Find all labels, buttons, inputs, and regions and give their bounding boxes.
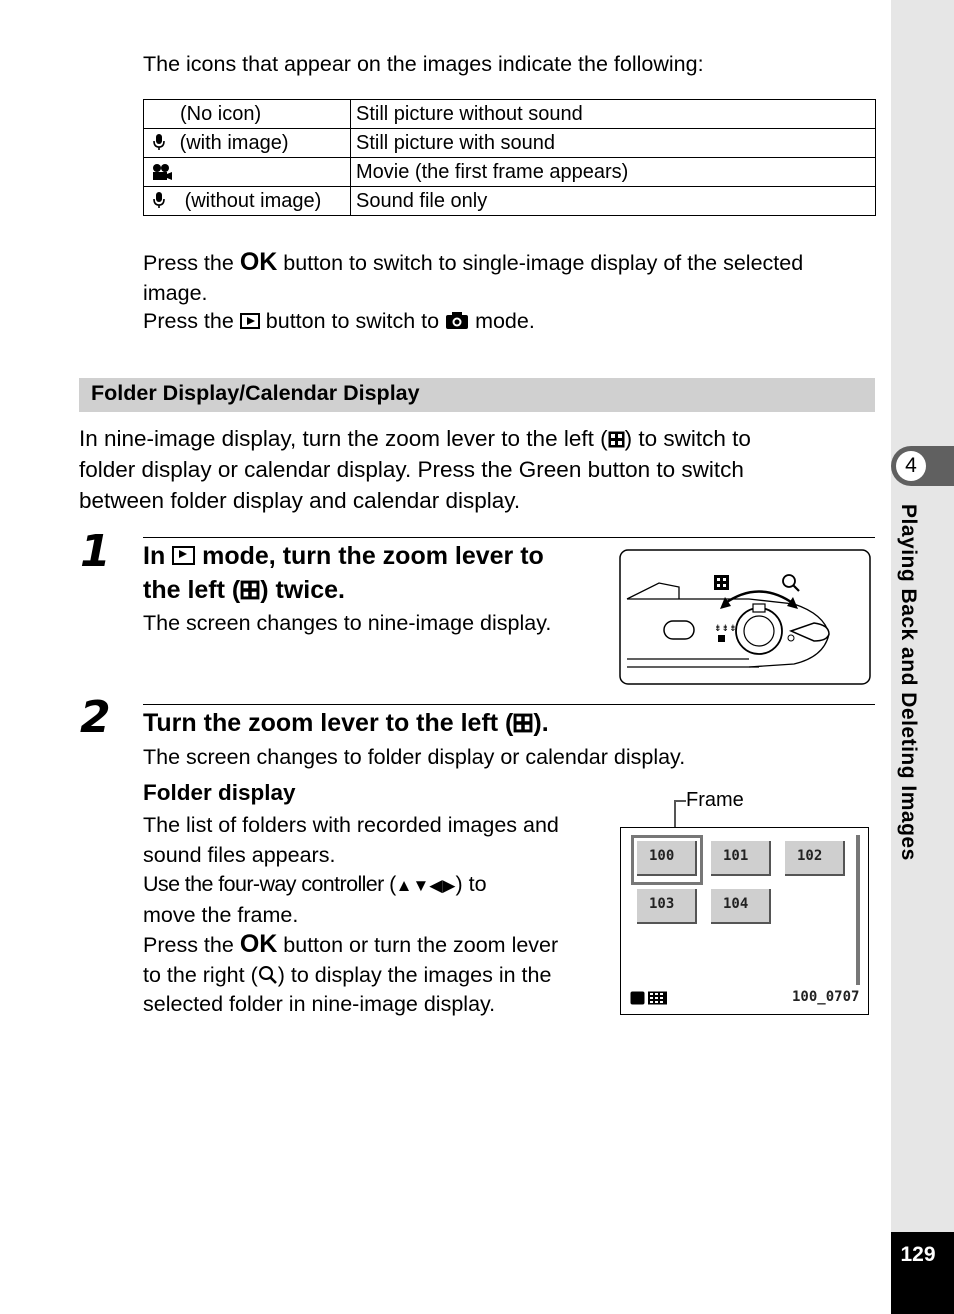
intro-text: The icons that appear on the images indicate the following: xyxy=(143,52,704,76)
svg-text:⇟⇟⇟: ⇟⇟⇟ xyxy=(714,624,737,634)
press-play-text: Press the button to switch to mode. xyxy=(143,309,535,333)
folder-display-heading: Folder display xyxy=(143,780,296,805)
zoom-icon xyxy=(258,965,278,985)
movie-icon xyxy=(151,163,173,181)
chapter-title: Playing Back and Deleting Images xyxy=(897,504,920,861)
table-cell: Still picture without sound xyxy=(351,100,876,129)
camera-top-illustration xyxy=(619,549,871,685)
table-cell xyxy=(144,158,351,187)
folder-display-screen xyxy=(620,827,869,1015)
section-intro: In nine-image display, turn the zoom lever to the left ( ) to switch to folder display or calendar display. Press the Green button to switch between folder display and calendar display. xyxy=(79,426,751,513)
table-row xyxy=(144,158,876,187)
mic-icon xyxy=(152,191,166,209)
thumbnail-grid-icon xyxy=(513,713,533,733)
folder-mode-icon xyxy=(630,991,668,1005)
step-number: 2 xyxy=(80,692,111,743)
thumbnail-grid-icon xyxy=(240,580,260,600)
folder-thumbnail: 102 xyxy=(785,841,845,876)
folder-thumbnail: 100 xyxy=(637,841,697,876)
scrollbar xyxy=(856,835,860,985)
step-body: The screen changes to nine-image display. xyxy=(143,611,552,635)
icon-table xyxy=(143,99,876,216)
step-title: Turn the zoom lever to the left ( ). xyxy=(143,709,549,737)
table-cell: Still picture with sound xyxy=(351,129,876,158)
table-cell: Sound file only xyxy=(351,187,876,216)
step-title: In mode, turn the zoom lever to the left ( ) twice. xyxy=(143,542,544,604)
folder-thumbnail: 103 xyxy=(637,889,697,924)
table-row xyxy=(144,129,876,158)
ok-button-label: OK xyxy=(239,248,278,276)
page-number-box xyxy=(891,1232,954,1314)
page-number: 129 xyxy=(900,1243,936,1266)
table-cell: (without image) xyxy=(144,187,351,216)
section-header: Folder Display/Calendar Display xyxy=(79,378,875,412)
step-number: 1 xyxy=(80,526,111,577)
divider xyxy=(143,704,875,705)
playback-icon xyxy=(240,313,260,329)
playback-icon xyxy=(172,546,195,565)
table-row xyxy=(144,187,876,216)
folder-thumbnail: 101 xyxy=(711,841,771,876)
chapter-number: 4 xyxy=(896,451,926,481)
frame-label: Frame xyxy=(686,789,744,811)
divider xyxy=(143,537,875,538)
folder-thumbnail: 104 xyxy=(711,889,771,924)
mic-icon xyxy=(152,133,166,151)
table-cell: (with image) xyxy=(144,129,351,158)
camera-icon xyxy=(445,311,469,330)
table-row xyxy=(144,100,876,129)
press-ok-text: Press the OK button to switch to single-image display of the selected image. xyxy=(143,248,804,305)
step-body: The screen changes to folder display or calendar display. xyxy=(143,745,686,769)
table-cell: (No icon) xyxy=(144,100,351,129)
thumbnail-grid-icon xyxy=(608,431,625,448)
table-cell: Movie (the first frame appears) xyxy=(351,158,876,187)
ok-button-label: OK xyxy=(239,930,278,958)
folder-display-text: The list of folders with recorded images and sound files appears. Use the four-way controller (▲▼◀▶) to move the frame. Press the OK button or turn the zoom lever to the right ( ) to display the images in the selected folder in nine-image display. xyxy=(143,813,559,1016)
folder-info: 100_0707 xyxy=(792,989,860,1005)
four-way-arrows-icon: ▲▼◀▶ xyxy=(395,876,456,895)
